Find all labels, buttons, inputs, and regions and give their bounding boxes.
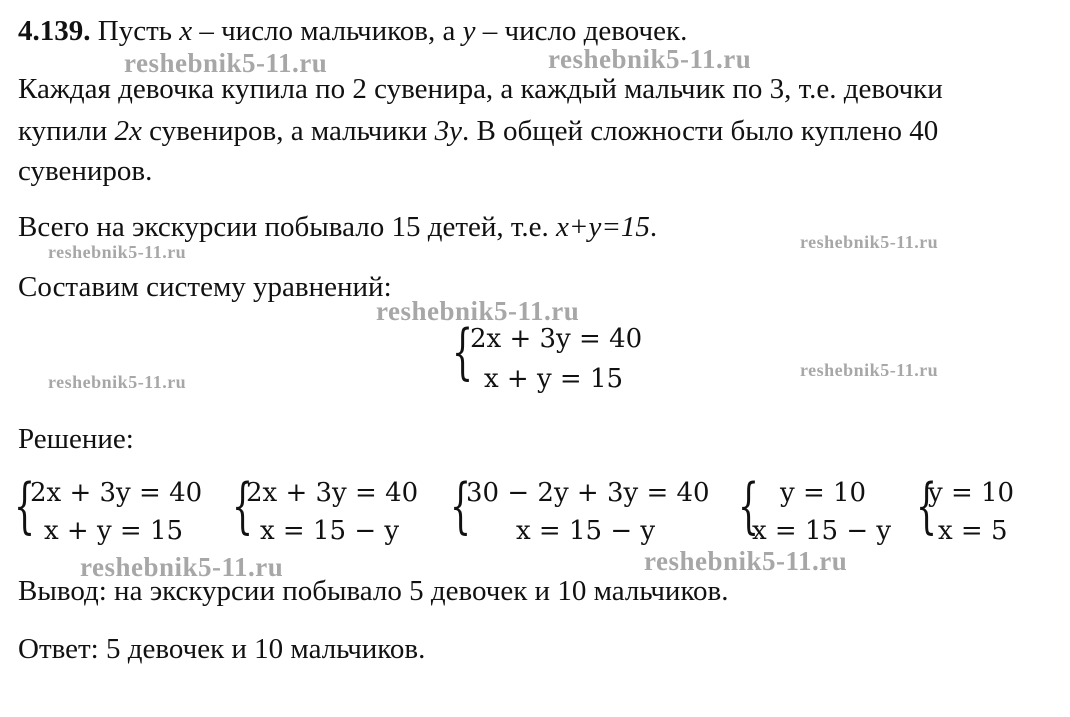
brace-symbol: { bbox=[738, 471, 760, 541]
equation: x = 5 bbox=[938, 516, 1008, 546]
problem-number: 4.139. bbox=[18, 15, 91, 47]
solution-step bbox=[232, 471, 442, 552]
equation: y = 10 bbox=[780, 478, 867, 508]
watermark: reshebnik5-11.ru bbox=[80, 552, 284, 582]
brace-symbol: { bbox=[232, 471, 254, 541]
paragraph-line: Каждая девочка купила по 2 сувенира, а каждый мальчик по 3, т.е. девочки bbox=[18, 73, 943, 105]
solution-label: Решение: bbox=[18, 423, 134, 455]
paragraph-line: Всего на экскурсии побывало 15 детей, т.е. x+y=15. bbox=[18, 211, 658, 243]
paragraph-line: сувениров. bbox=[18, 155, 153, 187]
watermark: reshebnik5-11.ru bbox=[124, 48, 328, 78]
watermark: reshebnik5-11.ru bbox=[644, 546, 848, 576]
solution-step bbox=[450, 471, 730, 552]
equation: x + y = 15 bbox=[484, 364, 624, 394]
watermark: reshebnik5-11.ru bbox=[48, 372, 187, 392]
brace-symbol: { bbox=[450, 471, 472, 541]
solution-step bbox=[14, 471, 224, 552]
equation: 2x + 3y = 40 bbox=[30, 478, 203, 508]
brace-symbol: { bbox=[452, 317, 474, 387]
watermark: reshebnik5-11.ru bbox=[548, 44, 752, 74]
paragraph-line: купили 2x сувениров, а мальчики 3y. В общей сложности было куплено 40 bbox=[18, 115, 939, 147]
equation: x = 15 − y bbox=[516, 516, 656, 546]
conclusion: Вывод: на экскурсии побывало 5 девочек и 10 мальчиков. bbox=[18, 575, 729, 607]
equation: 30 − 2y + 3y = 40 bbox=[466, 478, 710, 508]
equation: x + y = 15 bbox=[44, 516, 184, 546]
equation: y = 10 bbox=[928, 478, 1015, 508]
watermark: reshebnik5-11.ru bbox=[800, 232, 939, 252]
equation: 2x + 3y = 40 bbox=[246, 478, 419, 508]
watermark: reshebnik5-11.ru bbox=[48, 242, 187, 262]
problem-statement: 4.139. Пусть x – число мальчиков, а y – число девочек. bbox=[18, 15, 688, 47]
brace-symbol: { bbox=[916, 471, 938, 541]
answer: Ответ: 5 девочек и 10 мальчиков. bbox=[18, 633, 426, 665]
equation-system bbox=[452, 317, 672, 398]
equation: x = 15 − y bbox=[752, 516, 892, 546]
equation: x = 15 − y bbox=[260, 516, 400, 546]
brace-symbol: { bbox=[14, 471, 36, 541]
solution-step bbox=[916, 471, 1046, 552]
watermark: reshebnik5-11.ru bbox=[800, 360, 939, 380]
solution-step bbox=[738, 471, 908, 552]
equation: 2x + 3y = 40 bbox=[470, 324, 643, 354]
watermark: reshebnik5-11.ru bbox=[376, 296, 580, 326]
system-intro: Составим систему уравнений: bbox=[18, 271, 392, 303]
